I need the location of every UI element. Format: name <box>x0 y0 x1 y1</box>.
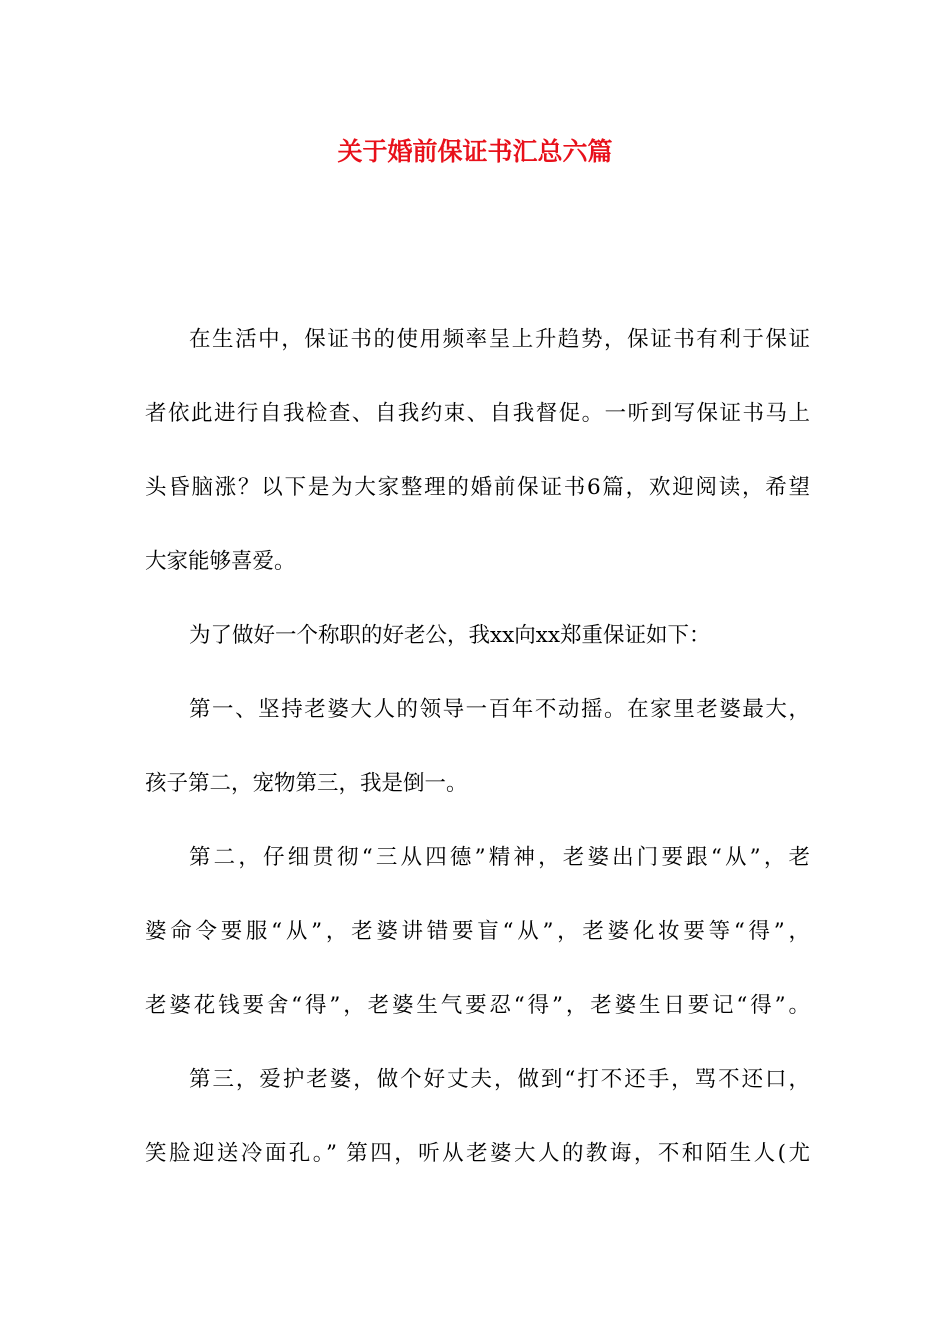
paragraph-line: 婆命令要服“从”，老婆讲错要盲“从”，老婆化妆要等“得”， <box>145 919 810 944</box>
paragraph-line: 孩子第二，宠物第三，我是倒一。 <box>145 771 468 796</box>
paragraph-line: 第三，爱护老婆，做个好丈夫，做到“打不还手，骂不还口， <box>189 1067 810 1092</box>
paragraph-line: 大家能够喜爱。 <box>145 549 296 574</box>
paragraph-line: 头昏脑涨？以下是为大家整理的婚前保证书6篇，欢迎阅读，希望 <box>145 475 810 500</box>
document-body <box>145 320 810 1208</box>
paragraph-line: 第一、坚持老婆大人的领导一百年不动摇。在家里老婆最大， <box>189 697 810 722</box>
paragraph-line: 为了做好一个称职的好老公，我xx向xx郑重保证如下： <box>189 623 711 648</box>
paragraph-line: 笑脸迎送冷面孔。” 第四，听从老婆大人的教诲，不和陌生人(尤 <box>145 1141 810 1166</box>
paragraph-line: 第二，仔细贯彻“三从四德”精神，老婆出门要跟“从”，老 <box>189 845 810 870</box>
paragraph-line: 者依此进行自我检查、自我约束、自我督促。一听到写保证书马上 <box>145 401 810 426</box>
paragraph-line: 老婆花钱要舍“得”，老婆生气要忍“得”，老婆生日要记“得”。 <box>145 993 810 1018</box>
paragraph-line: 在生活中，保证书的使用频率呈上升趋势，保证书有利于保证 <box>189 327 810 352</box>
document-title: 关于婚前保证书汇总六篇 <box>337 137 613 166</box>
